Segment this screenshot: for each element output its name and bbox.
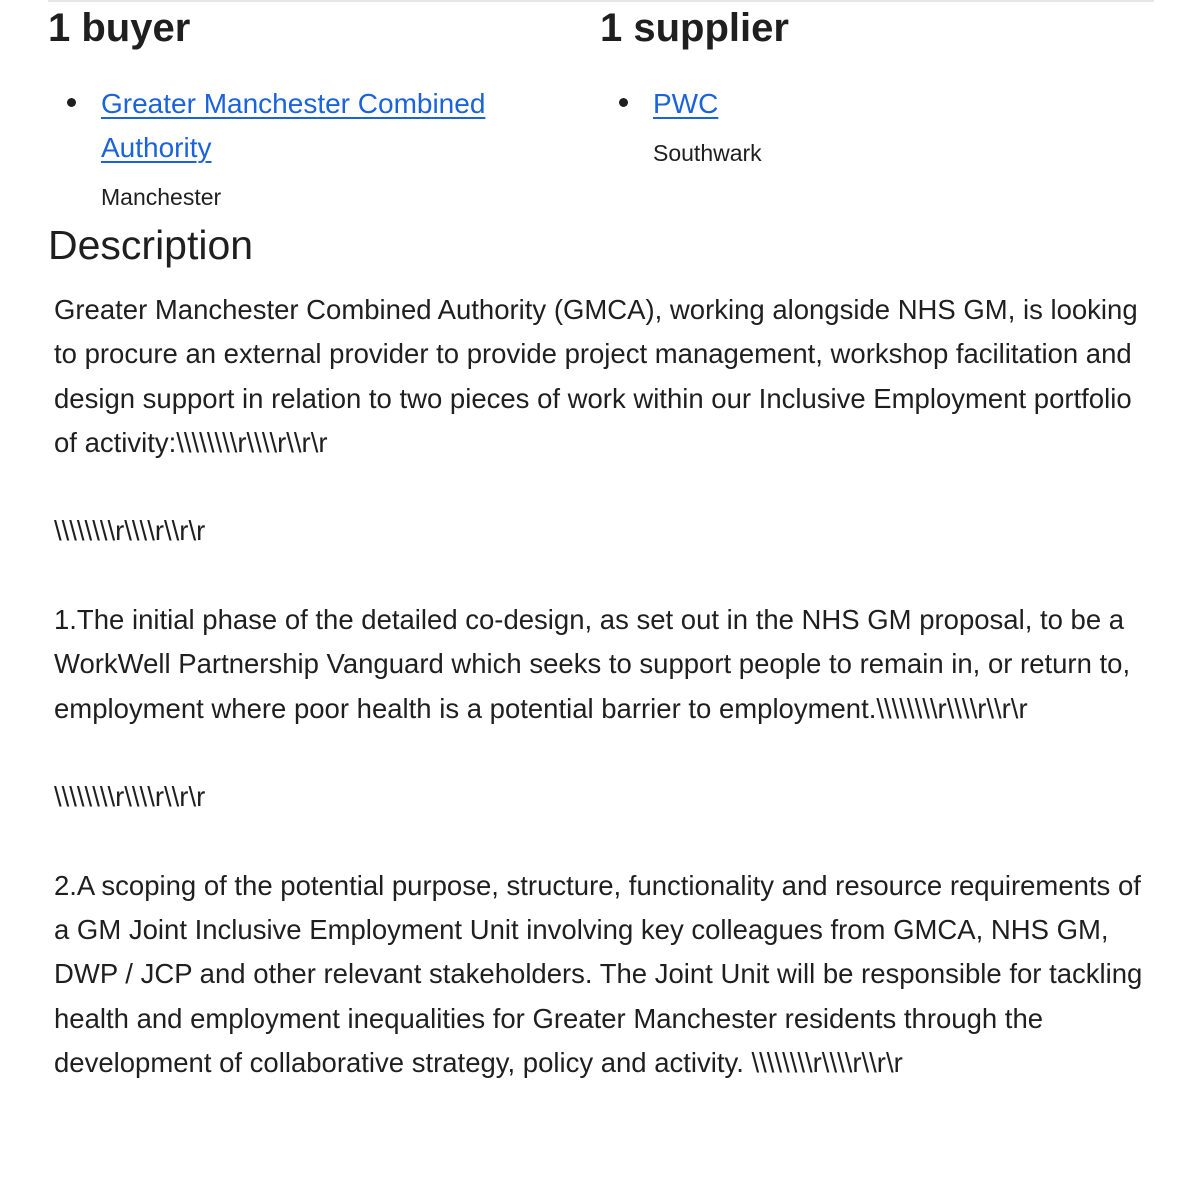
buyer-link[interactable]: Greater Manchester Combined Authority [101,88,486,163]
description-paragraph: \\\\\\\\r\\\\r\\r\r [54,515,206,547]
buyer-location: Manchester [101,184,222,210]
suppliers-list [600,82,1140,168]
description-paragraph: \\\\\\\\r\\\\r\\r\r [54,781,206,813]
description-paragraph: 1.The initial phase of the detailed co-design, as set out in the NHS GM proposal, to be a WorkWell Partnership Vanguard which seeks to support people to remain in, or return to, employment where poor health is a potential barrier to employment.\\\\\\\\r\\\\r\\r\r [54,604,1131,724]
buyers-section [48,4,568,212]
buyers-heading: 1 buyer [48,6,191,50]
description-paragraph: Greater Manchester Combined Authority (GMCA), working alongside NHS GM, is looking to procure an external provider to provide project management, workshop facilitation and design support in relation to two pieces of work within our Inclusive Employment portfolio of activity:\\\\\\\\r\\\\r\\r\r [54,294,1138,458]
top-divider [48,0,1154,2]
suppliers-section [600,4,1140,168]
bullet-icon [67,98,76,107]
description-heading: Description [48,222,254,268]
supplier-location: Southwark [653,140,762,166]
buyer-list-item [48,82,568,212]
buyers-list [48,82,568,212]
description-body [54,288,1154,1130]
description-paragraph: 2.A scoping of the potential purpose, structure, functionality and resource requirements of a GM Joint Inclusive Employment Unit involving key colleagues from GMCA, NHS GM, DWP / JCP and other relevant stakeholders. The Joint Unit will be responsible for tackling health and employment inequalities for Greater Manchester residents through the development of collaborative strategy, policy and activity. \\\\\\\\r\\\\r\\r\r [54,869,1143,1079]
supplier-link[interactable]: PWC [653,88,719,119]
suppliers-heading: 1 supplier [600,6,789,50]
supplier-list-item [600,82,1140,168]
bullet-icon [619,98,628,107]
